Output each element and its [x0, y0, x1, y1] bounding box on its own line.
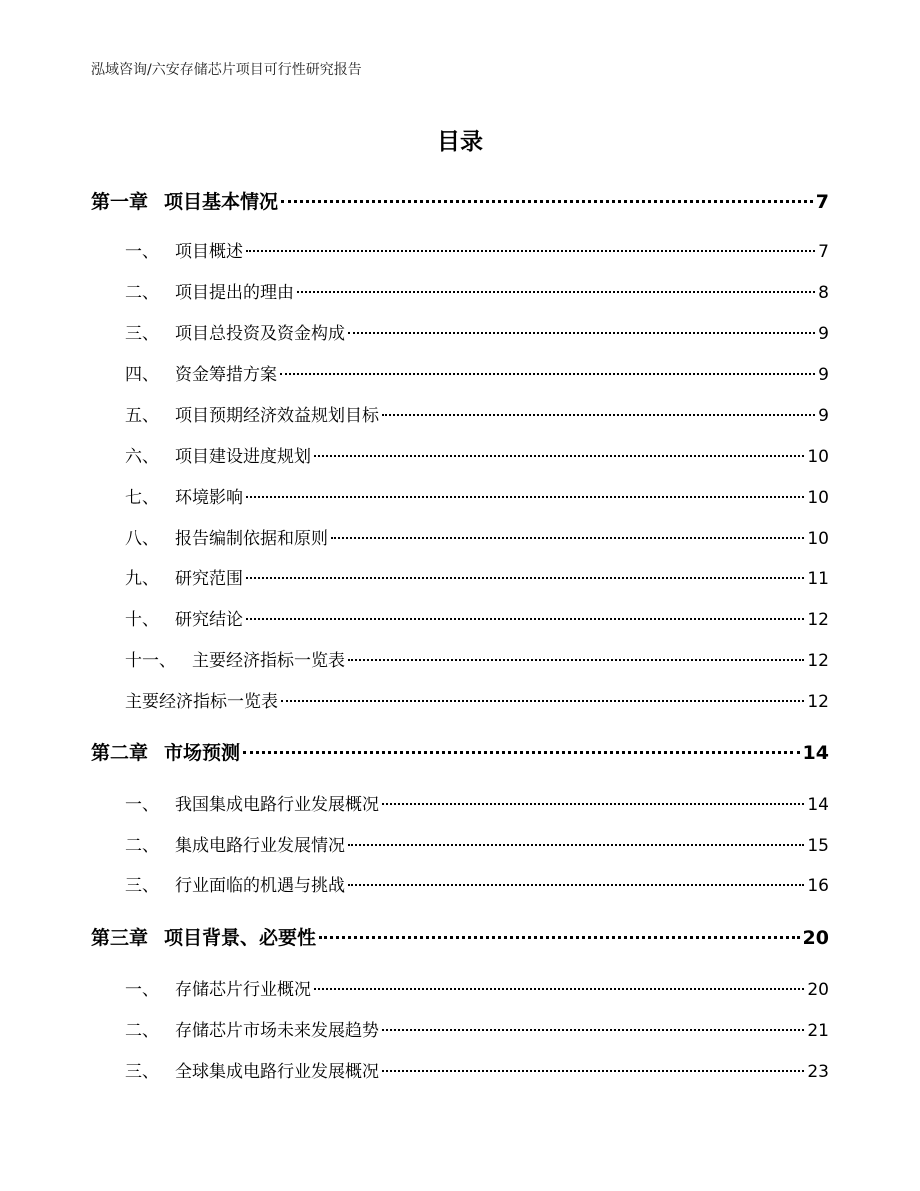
toc-page-number: 16 [807, 876, 829, 896]
toc-section-title: 环境影响 [175, 488, 243, 508]
toc-leader-dots [382, 1029, 804, 1031]
toc-section-number: 九、 [125, 569, 159, 589]
toc-section-number: 八、 [125, 529, 159, 549]
toc-section-1-table[interactable] [125, 689, 829, 715]
toc-leader-dots [319, 936, 800, 939]
toc-section-2-2[interactable] [125, 833, 829, 859]
toc-section-title: 我国集成电路行业发展概况 [175, 795, 379, 815]
toc-leader-dots [281, 700, 804, 702]
toc-section-number: 三、 [125, 1062, 159, 1082]
toc-section-number: 三、 [125, 876, 159, 896]
toc-section-number: 二、 [125, 836, 159, 856]
toc-section-title: 存储芯片行业概况 [175, 980, 311, 1000]
toc-section-2-3[interactable] [125, 873, 829, 899]
toc-section-title: 研究结论 [175, 610, 243, 630]
toc-section-number: 六、 [125, 447, 159, 467]
toc-section-title: 资金筹措方案 [175, 365, 277, 385]
toc-leader-dots [314, 455, 804, 457]
toc-leader-dots [280, 373, 815, 375]
toc-chapter-number: 第一章 [91, 191, 149, 213]
toc-section-title: 项目提出的理由 [175, 283, 294, 303]
toc-section-number: 二、 [125, 1021, 159, 1041]
toc-leader-dots [348, 844, 804, 846]
toc-section-title: 全球集成电路行业发展概况 [175, 1062, 379, 1082]
toc-section-number: 一、 [125, 795, 159, 815]
toc-section-title: 研究范围 [175, 569, 243, 589]
toc-page-number: 7 [815, 191, 829, 213]
toc-page-number: 9 [818, 324, 829, 344]
toc-leader-dots [246, 250, 815, 252]
toc-section-number: 五、 [125, 406, 159, 426]
toc-section-title: 主要经济指标一览表 [125, 692, 278, 712]
toc-chapter-1[interactable] [91, 188, 829, 216]
toc-chapter-title: 项目背景、必要性 [164, 927, 317, 949]
toc-leader-dots [243, 751, 800, 754]
toc-section-number: 四、 [125, 365, 159, 385]
toc-leader-dots [314, 988, 804, 990]
toc-page-number: 10 [807, 529, 829, 549]
toc-leader-dots [331, 537, 804, 539]
toc-page-number: 14 [807, 795, 829, 815]
toc-section-title: 项目建设进度规划 [175, 447, 311, 467]
toc-page-number: 7 [818, 242, 829, 262]
toc-section-title: 项目总投资及资金构成 [175, 324, 345, 344]
toc-section-number: 二、 [125, 283, 159, 303]
toc-page-number: 20 [802, 927, 829, 949]
toc-chapter-title: 市场预测 [164, 742, 241, 764]
toc-leader-dots [382, 803, 804, 805]
toc-section-title: 存储芯片市场未来发展趋势 [175, 1021, 379, 1041]
toc-page-number: 20 [807, 980, 829, 1000]
toc-page-number: 12 [807, 651, 829, 671]
toc-section-title: 行业面临的机遇与挑战 [175, 876, 345, 896]
toc-section-3-2[interactable] [125, 1018, 829, 1044]
toc-section-number: 十一、 [125, 651, 176, 671]
toc-leader-dots [382, 414, 815, 416]
toc-section-number: 一、 [125, 980, 159, 1000]
toc-leader-dots [246, 577, 804, 579]
toc-section-1-2[interactable] [125, 280, 829, 306]
toc-section-number: 一、 [125, 242, 159, 262]
toc-leader-dots [246, 618, 804, 620]
toc-leader-dots [348, 659, 804, 661]
toc-section-title: 主要经济指标一览表 [192, 651, 345, 671]
toc-page-number: 9 [818, 406, 829, 426]
toc-page-number: 8 [818, 283, 829, 303]
toc-section-number: 七、 [125, 488, 159, 508]
toc-section-1-11[interactable] [125, 648, 829, 674]
toc-section-1-4[interactable] [125, 362, 829, 388]
toc-page-number: 10 [807, 447, 829, 467]
toc-section-number: 三、 [125, 324, 159, 344]
toc-section-title: 项目预期经济效益规划目标 [175, 406, 379, 426]
toc-section-title: 集成电路行业发展情况 [175, 836, 345, 856]
toc-page-number: 15 [807, 836, 829, 856]
toc-section-1-10[interactable] [125, 607, 829, 633]
toc-page-number: 14 [802, 742, 829, 764]
toc-page-number: 21 [807, 1021, 829, 1041]
toc-section-1-1[interactable] [125, 239, 829, 265]
toc-section-2-1[interactable] [125, 792, 829, 818]
toc-page-number: 11 [807, 569, 829, 589]
toc-page-number: 9 [818, 365, 829, 385]
toc-leader-dots [348, 332, 815, 334]
toc-section-1-7[interactable] [125, 485, 829, 511]
toc-chapter-2[interactable] [91, 739, 829, 767]
toc-chapter-number: 第二章 [91, 742, 149, 764]
toc-page-number: 23 [807, 1062, 829, 1082]
toc-section-title: 项目概述 [175, 242, 243, 262]
toc-page-number: 12 [807, 692, 829, 712]
toc-leader-dots [348, 884, 804, 886]
toc-page-number: 10 [807, 488, 829, 508]
toc-leader-dots [382, 1070, 804, 1072]
toc-section-1-8[interactable] [125, 526, 829, 552]
page-title: 目录 [437, 129, 483, 155]
toc-chapter-number: 第三章 [91, 927, 149, 949]
toc-leader-dots [297, 291, 815, 293]
toc-section-3-1[interactable] [125, 977, 829, 1003]
toc-leader-dots [281, 200, 813, 203]
toc-section-title: 报告编制依据和原则 [175, 529, 328, 549]
page-header: 泓域咨询/六安存储芯片项目可行性研究报告 [91, 62, 362, 78]
toc-section-1-3[interactable] [125, 321, 829, 347]
toc-page-number: 12 [807, 610, 829, 630]
toc-section-number: 十、 [125, 610, 159, 630]
toc-chapter-title: 项目基本情况 [164, 191, 279, 213]
toc-section-3-3[interactable] [125, 1059, 829, 1085]
toc-section-1-9[interactable] [125, 566, 829, 592]
toc-section-1-5[interactable] [125, 403, 829, 429]
toc-leader-dots [246, 496, 804, 498]
toc-chapter-3[interactable] [91, 924, 829, 952]
toc-section-1-6[interactable] [125, 444, 829, 470]
